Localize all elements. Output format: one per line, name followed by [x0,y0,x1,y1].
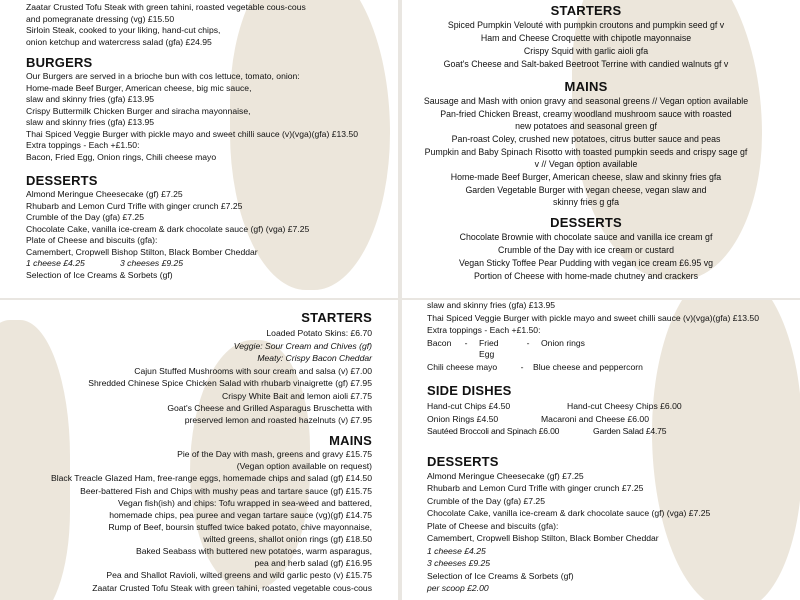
menu-line: Selection of Ice Creams & Sorbets (gf) [26,269,173,280]
menu-line: Baked Seabass with buttered new potatoes, warm asparagus, [136,546,372,556]
intro-line: Zaatar Crusted Tofu Steak with green tahini, roasted vegetable cous-cous [26,2,306,12]
menu-line: Cajun Stuffed Mushrooms with sour cream and salsa (v) £7.00 [134,365,372,376]
menu-line: Shredded Chinese Spice Chicken Salad with rhubarb vinaigrette (gf) £7.95 [88,378,372,388]
side-dishes-heading: SIDE DISHES [427,383,512,398]
menu-line: Vegan fish(ish) and chips: Tofu wrapped in sea-weed and battered, [118,498,372,508]
menu-line: Almond Meringue Cheesecake (gf) £7.25 [26,189,183,199]
menu-line: Plate of Cheese and biscuits (gfa): [26,235,158,245]
menu-line: Chocolate Cake, vanilla ice-cream & dark chocolate sauce (gf) (vga) £7.25 [427,508,711,518]
menu-line: Goat's Cheese and Salt-baked Beetroot Terrine with candied walnuts gf v [443,59,729,69]
menu-line: Our Burgers are served in a brioche bun with cos lettuce, tomato, onion: [26,71,300,81]
desserts-heading: DESSERTS [550,215,622,230]
menu-page-top-right [402,0,800,298]
menu-line: slaw and skinny fries (gfa) £13.95 [427,300,556,310]
menu-line: Meaty: Crispy Bacon Cheddar [257,353,372,363]
cheese-price-1: 1 cheese £4.25 [26,258,85,268]
menu-line: Loaded Potato Skins: £6.70 [266,328,372,338]
menu-line: Crumble of the Day (gfa) £7.25 [427,495,545,506]
menu-line: Black Treacle Glazed Ham, free-range eggs, homemade chips and salad (gf) £14.50 [50,473,372,483]
cheese-price-3: 3 cheeses £9.25 [120,258,184,268]
menu-line: Camembert, Cropwell Bishop Stilton, Black Bomber Cheddar [26,246,258,257]
menu-line: Bacon, Fried Egg, Onion rings, Chili cheese mayo [26,151,217,162]
toppings-row: Bacon - Fried Egg - Onion rings [427,337,585,359]
menu-line: Chocolate Cake, vanilla ice-cream & dark chocolate sauce (gf) (vga) £7.25 [26,223,310,234]
menu-line: homemade chips, pea puree and vegan tartare sauce (vg)(gf) £14.75 [109,509,372,520]
menu-line: Rump of Beef, boursin stuffed twice baked potato, chive mayonnaise, [108,522,372,532]
burgers-heading: BURGERS [26,55,93,70]
menu-line: Crispy Buttermilk Chicken Burger and siracha mayonnaise, [26,105,251,116]
menu-page-bottom-right [402,300,800,600]
menu-line: Rhubarb and Lemon Curd Trifle with ginger crunch £7.25 [427,483,644,493]
menu-line: Beer-battered Fish and Chips with mushy peas and tartare sauce (gf) £15.75 [80,485,372,496]
menu-line: preserved lemon and roasted hazelnuts (v) £7.95 [184,414,372,425]
menu-line: wilted greens, shallot onion rings (gf) £18.50 [203,533,372,544]
cheese-price-1: 1 cheese £4.25 [427,545,486,556]
menu-line: Plate of Cheese and biscuits (gfa): [427,520,559,531]
toppings-row: Chili cheese mayo - Blue cheese and peppercorn [427,361,643,372]
menu-line: Sausage and Mash with onion gravy and seasonal greens // Vegan option available [423,96,749,106]
menu-line: Crumble of the Day with ice cream or custard [497,245,674,255]
intro-line: onion ketchup and watercress salad (gfa) £24.95 [26,36,212,47]
menu-line: Pea and Shallot Ravioli, wilted greens and wild garlic pesto (v) £15.75 [106,570,372,580]
menu-line: Zaatar Crusted Tofu Steak with green tahini, roasted vegetable cous-cous [92,582,372,593]
menu-line: Home-made Beef Burger, American cheese, big mic sauce, [26,82,252,93]
menu-line: Vegan Sticky Toffee Pear Pudding with vegan ice cream £6.95 vg [459,258,713,268]
menu-line: Crumble of the Day (gfa) £7.25 [26,212,144,222]
menu-line: Crispy White Bait and lemon aioli £7.75 [222,390,372,401]
menu-line: Almond Meringue Cheesecake (gf) £7.25 [427,470,584,481]
menu-line: Selection of Ice Creams & Sorbets (gf) [427,570,574,581]
menu-line: Extra toppings - Each +£1.50: [26,140,140,150]
starters-heading: STARTERS [301,310,372,325]
menu-page-top-left [0,0,398,298]
menu-line: (Vegan option available on request) [236,460,372,471]
menu-line: Pan-roast Coley, crushed new potatoes, citrus butter sauce and peas [451,134,721,144]
menu-line: Camembert, Cropwell Bishop Stilton, Black Bomber Cheddar [427,533,659,543]
menu-line: pea and herb salad (gf) £16.95 [254,557,372,568]
menu-line: Pie of the Day with mash, greens and gravy £15.75 [177,449,372,459]
menu-line: Goat's Cheese and Grilled Asparagus Bruschetta with [167,403,372,413]
menu-line: skinny fries g gfa [552,197,619,207]
menu-line: Veggie: Sour Cream and Chives (gf) [233,340,372,351]
side-dishes-row: Sautéed Broccoli and Spinach £6.00 Garden Salad £4.75 [427,426,667,436]
menu-line: Extra toppings - Each +£1.50: [427,325,541,335]
menu-line: Rhubarb and Lemon Curd Trifle with ginger crunch £7.25 [26,200,243,211]
menu-line: v // Vegan option available [534,159,638,169]
menu-line: Thai Spiced Veggie Burger with pickle mayo and sweet chilli sauce (v)(vga)(gfa) £13.50 [427,312,759,323]
menu-line: Chocolate Brownie with chocolate sauce and vanilla ice cream gf [459,232,713,242]
menu-page-bottom-left [0,300,398,600]
scoop-price: per scoop £2.00 [427,583,489,593]
menu-line: Ham and Cheese Croquette with chipotle mayonnaise [480,33,692,43]
cheese-price-3: 3 cheeses £9.25 [427,558,491,568]
side-dishes-row: Hand-cut Chips £4.50 Hand-cut Cheesy Chips £6.00 [427,401,682,411]
menu-line: Crispy Squid with garlic aioli gfa [523,46,649,56]
menu-line: Garden Vegetable Burger with vegan cheese, vegan slaw and [465,185,707,195]
mains-heading: MAINS [564,79,608,94]
menu-line: Portion of Cheese with home-made chutney and crackers [474,271,698,281]
menu-line: new potatoes and seasonal green gf [515,121,657,131]
menu-line: Pan-fried Chicken Breast, creamy woodland mushroom sauce with roasted [440,109,732,119]
menu-line: Thai Spiced Veggie Burger with pickle mayo and sweet chilli sauce (v)(vga)(gfa) £13.50 [26,128,358,139]
intro-line: and pomegranate dressing (vg) £15.50 [26,13,175,24]
menu-line: slaw and skinny fries (gfa) £13.95 [26,94,155,104]
side-dishes-row: Onion Rings £4.50 Macaroni and Cheese £6.00 [427,413,649,424]
intro-line: Sirloin Steak, cooked to your liking, hand-cut chips, [26,25,221,35]
menu-line: slaw and skinny fries (gfa) £13.95 [26,117,155,127]
desserts-heading: DESSERTS [26,173,98,188]
desserts-heading: DESSERTS [427,453,499,469]
menu-line: Home-made Beef Burger, American cheese, slaw and skinny fries gfa [450,172,722,182]
menu-line: Pumpkin and Baby Spinach Risotto with toasted pumpkin seeds and crispy sage gf [424,147,748,157]
starters-heading: STARTERS [550,3,622,18]
menu-line: Spiced Pumpkin Velouté with pumpkin croutons and pumpkin seed gf v [447,20,725,30]
mains-heading: MAINS [329,433,372,448]
